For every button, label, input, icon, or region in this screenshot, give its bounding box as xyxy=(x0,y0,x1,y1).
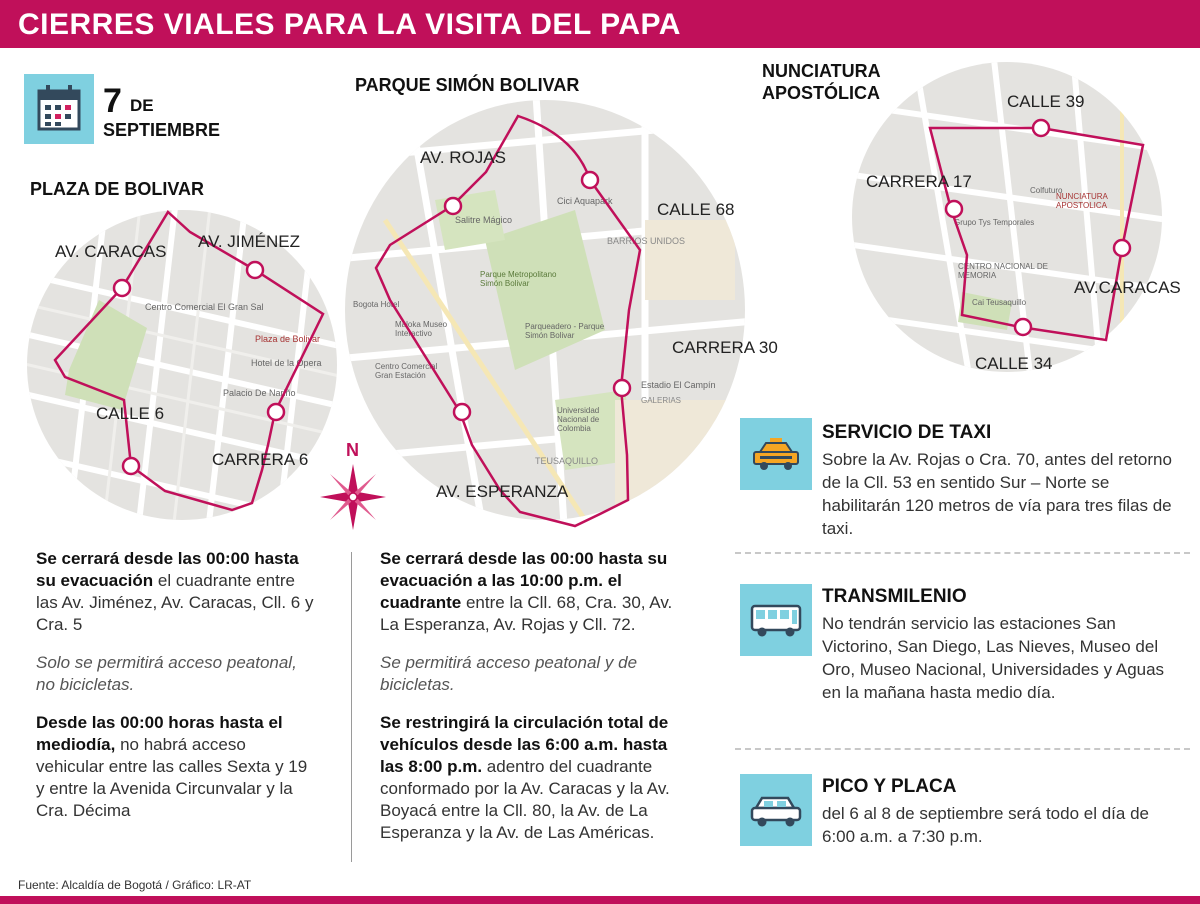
place-cici: Cici Aquapark xyxy=(557,196,613,206)
col2-p3-bold: Se restringirá la circulación total de vehículos desde las 6:00 a.m. hasta las 8:00 p.m. xyxy=(380,713,669,776)
services-divider-1 xyxy=(735,552,1190,554)
source-credit: Fuente: Alcaldía de Bogotá / Gráfico: LR-AT xyxy=(18,878,252,892)
place-campin: Estadio El Campín xyxy=(641,380,716,390)
label-av-rojas: AV. ROJAS xyxy=(420,148,506,167)
place-nunciatura: NUNCIATURA APOSTOLICA xyxy=(1056,192,1108,210)
label-carrera-17: CARRERA 17 xyxy=(866,172,972,191)
place-grupo-tys: Grupo Tys Temporales xyxy=(954,218,1035,227)
label-carrera-30: CARRERA 30 xyxy=(672,338,778,357)
services-divider-2 xyxy=(735,748,1190,750)
map-parque-simon-bolivar xyxy=(345,100,745,520)
label-calle-6: CALLE 6 xyxy=(96,404,165,423)
service-transmilenio-title: TRANSMILENIO xyxy=(822,586,967,607)
place-centro-memoria: CENTRO NACIONAL DE MEMORIA xyxy=(958,262,1048,280)
bus-icon xyxy=(740,584,812,656)
col2-p2-italic: Se permitirá acceso peatonal y de bicicletas. xyxy=(380,653,638,694)
page-title: CIERRES VIALES PARA LA VISITA DEL PAPA xyxy=(18,8,681,41)
label-av-caracas-n: AV.CARACAS xyxy=(1074,278,1181,297)
service-transmilenio-text: No tendrán servicio las estaciones San Victorino, San Diego, Las Nieves, Museo del Oro, Museo Nacional, Universidades y Aguas en la mañana hasta medio día. xyxy=(822,614,1165,702)
col1-p1-rest: el cuadrante entre las Av. Jiménez, Av. Caracas, Cll. 6 y Cra. 5 xyxy=(36,571,314,634)
map-title-nunciatura-2: APOSTÓLICA xyxy=(762,83,881,103)
col2-p1-rest: entre la Cll. 68, Cra. 30, Av. La Esperanza, Av. Rojas y Cll. 72. xyxy=(380,593,673,634)
col1-p1-bold: Se cerrará desde las 00:00 hasta su evacuación xyxy=(36,549,299,590)
col1-p2-italic: Solo se permitirá acceso peatonal, no bicicletas. xyxy=(36,653,297,694)
car-icon xyxy=(740,774,812,846)
compass-rose-icon xyxy=(318,462,388,532)
service-taxi-text: Sobre la Av. Rojas o Cra. 70, antes del retorno de la Cll. 53 en sentido Sur – Norte se habilitarán 120 metros de vía para tres filas de taxi. xyxy=(822,450,1172,538)
place-palacio: Palacio De Nariño xyxy=(223,388,296,398)
map-title-bolivar: PLAZA DE BOLIVAR xyxy=(30,179,204,199)
place-barrios-unidos: BARRIOS UNIDOS xyxy=(607,236,686,246)
text-column-bolivar xyxy=(36,548,316,838)
map-title-nunciatura-1: NUNCIATURA xyxy=(762,61,881,81)
col2-p1-bold: Se cerrará desde las 00:00 hasta su evacuación a las 10:00 p.m. el cuadrante xyxy=(380,549,668,612)
date-de: DE xyxy=(130,96,154,115)
place-gran-estacion: Centro Comercial Gran Estación xyxy=(375,362,438,380)
label-carrera-6: CARRERA 6 xyxy=(212,450,309,469)
column-divider xyxy=(351,552,352,862)
place-parque: Parque Metropolitano Simón Bolivar xyxy=(480,270,557,288)
service-pico-title: PICO Y PLACA xyxy=(822,776,957,797)
bottom-bar xyxy=(0,896,1200,904)
place-maloka: Maloka Museo Interactivo xyxy=(395,320,448,338)
map-title-simon: PARQUE SIMÓN BOLIVAR xyxy=(355,75,580,95)
date-day: 7 xyxy=(103,82,122,120)
place-universidad: Universidad Nacional de Colombia xyxy=(557,406,600,433)
service-taxi-title: SERVICIO DE TAXI xyxy=(822,422,992,443)
place-salitre: Salitre Mágico xyxy=(455,215,513,225)
col1-p3-bold: Desde las 00:00 horas hasta el mediodía, xyxy=(36,713,283,754)
text-column-simon xyxy=(380,548,680,860)
place-bogota-hotel: Bogota Hotel xyxy=(353,300,400,309)
date-month: SEPTIEMBRE xyxy=(103,120,221,140)
service-pico-text: del 6 al 8 de septiembre será todo el día de 6:00 a.m. a 7:30 p.m. xyxy=(822,804,1149,846)
compass-north-label: N xyxy=(346,440,359,460)
taxi-icon xyxy=(740,418,812,490)
place-centro-comercial: Centro Comercial El Gran Sal xyxy=(145,302,264,312)
label-calle-39: CALLE 39 xyxy=(1007,92,1085,111)
place-galerias: GALERIAS xyxy=(641,396,682,405)
label-av-caracas: AV. CARACAS xyxy=(55,242,167,261)
col2-p3-rest: adentro del cuadrante conformado por la Av. Caracas y la Av. Boyacá entre la Cll. 80, la Av. de La Esperanza y la Av. de Las Américas. xyxy=(380,757,670,842)
calendar-icon xyxy=(24,74,94,144)
label-calle-34: CALLE 34 xyxy=(975,354,1053,373)
place-teusaquillo: TEUSAQUILLO xyxy=(535,456,599,466)
place-colfuturo: Colfuturo xyxy=(1030,186,1063,195)
place-hotel-opera: Hotel de la Opera xyxy=(251,358,322,368)
place-plaza-bolivar: Plaza de Bolivar xyxy=(255,334,321,344)
label-calle-68: CALLE 68 xyxy=(657,200,735,219)
place-parqueadero: Parqueadero - Parque Simón Bolivar xyxy=(525,322,605,340)
label-av-jimenez: AV. JIMÉNEZ xyxy=(198,232,301,251)
place-cai-teusaquillo: Cai Teusaquillo xyxy=(972,298,1027,307)
label-av-esperanza: AV. ESPERANZA xyxy=(436,482,569,501)
col1-p3-rest: no habrá acceso vehicular entre las calles Sexta y 19 y entre la Avenida Circunvalar y la Cra. Décima xyxy=(36,735,308,820)
